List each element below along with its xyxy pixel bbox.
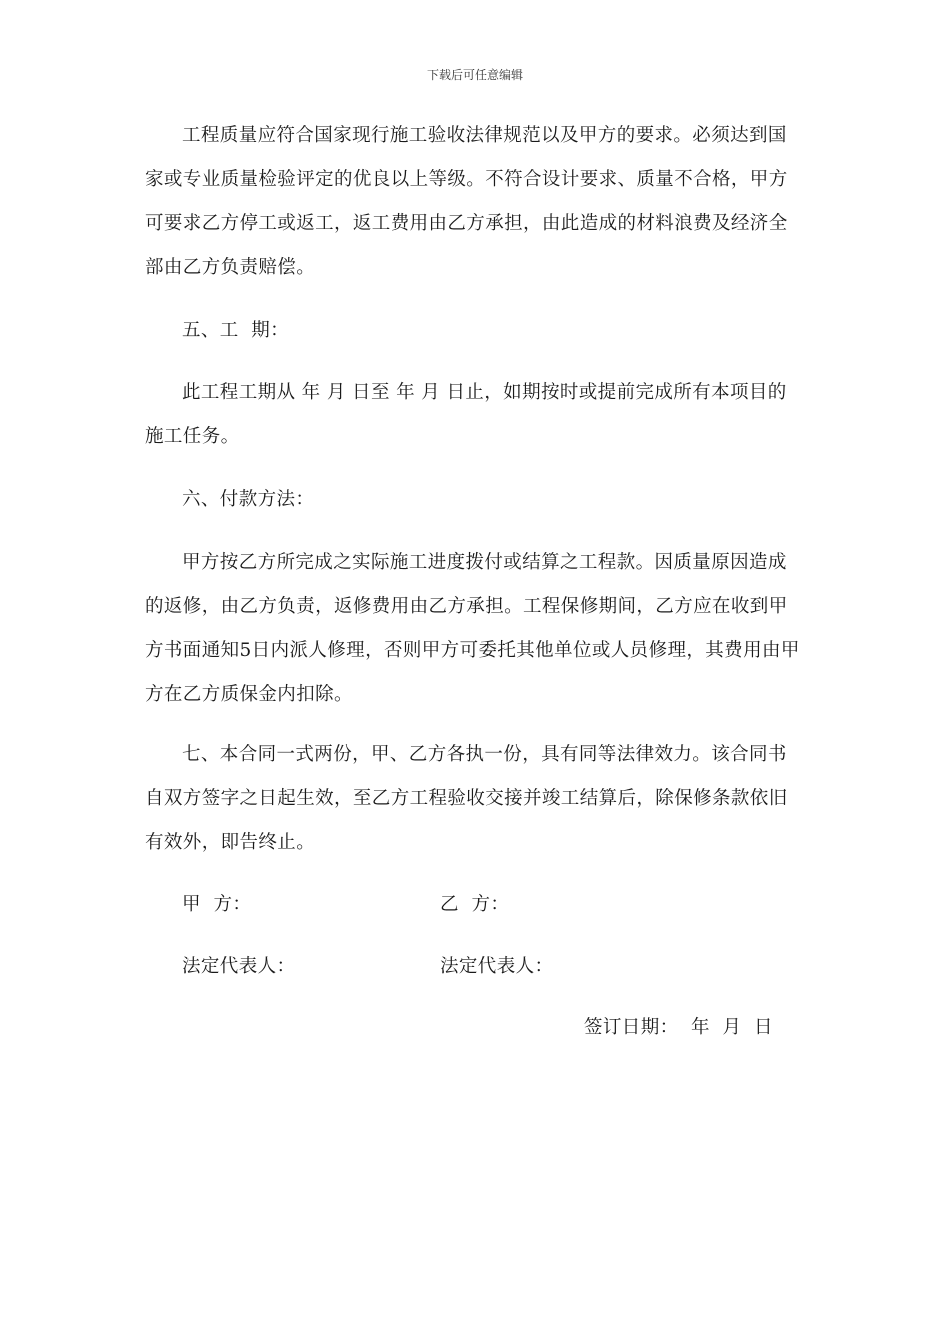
payment-heading: 六、付款方法： (182, 489, 315, 510)
copies-paragraph: 七、本合同一式两份，甲、乙方各执一份，具有同等法律效力。该合同书自双方签字之日起生效，至乙方工程验收交接并竣工结算后，除保修条款依旧有效外，即告终止。 (145, 744, 788, 853)
period-heading: 五、工 期： (182, 320, 290, 341)
quality-paragraph: 工程质量应符合国家现行施工验收法律规范以及甲方的要求。必须达到国家或专业质量检验评定的优良以上等级。不符合设计要求、质量不合格，甲方可要求乙方停工或返工，返工费用由乙方承担，由此造成的材料浪费及经济全部由乙方负责赔偿。 (145, 125, 788, 278)
party-a-label: 甲 方： (182, 894, 252, 915)
party-b-label: 乙 方： (440, 894, 510, 915)
party-b-representative-label: 法定代表人： (440, 956, 554, 977)
page-header: 下载后可任意编辑 (426, 68, 523, 82)
signing-date-label: 签订日期： 年 月 日 (584, 1017, 773, 1038)
party-a-representative-label: 法定代表人： (182, 956, 296, 977)
payment-paragraph: 甲方按乙方所完成之实际施工进度拨付或结算之工程款。因质量原因造成的返修，由乙方负责，返修费用由乙方承担。工程保修期间，乙方应在收到甲方书面通知5日内派人修理，否则甲方可委托其他单位或人员修理，其费用由甲方在乙方质保金内扣除。 (145, 552, 800, 705)
period-paragraph: 此工程工期从 年 月 日至 年 月 日止，如期按时或提前完成所有本项目的施工任务。 (145, 382, 787, 447)
